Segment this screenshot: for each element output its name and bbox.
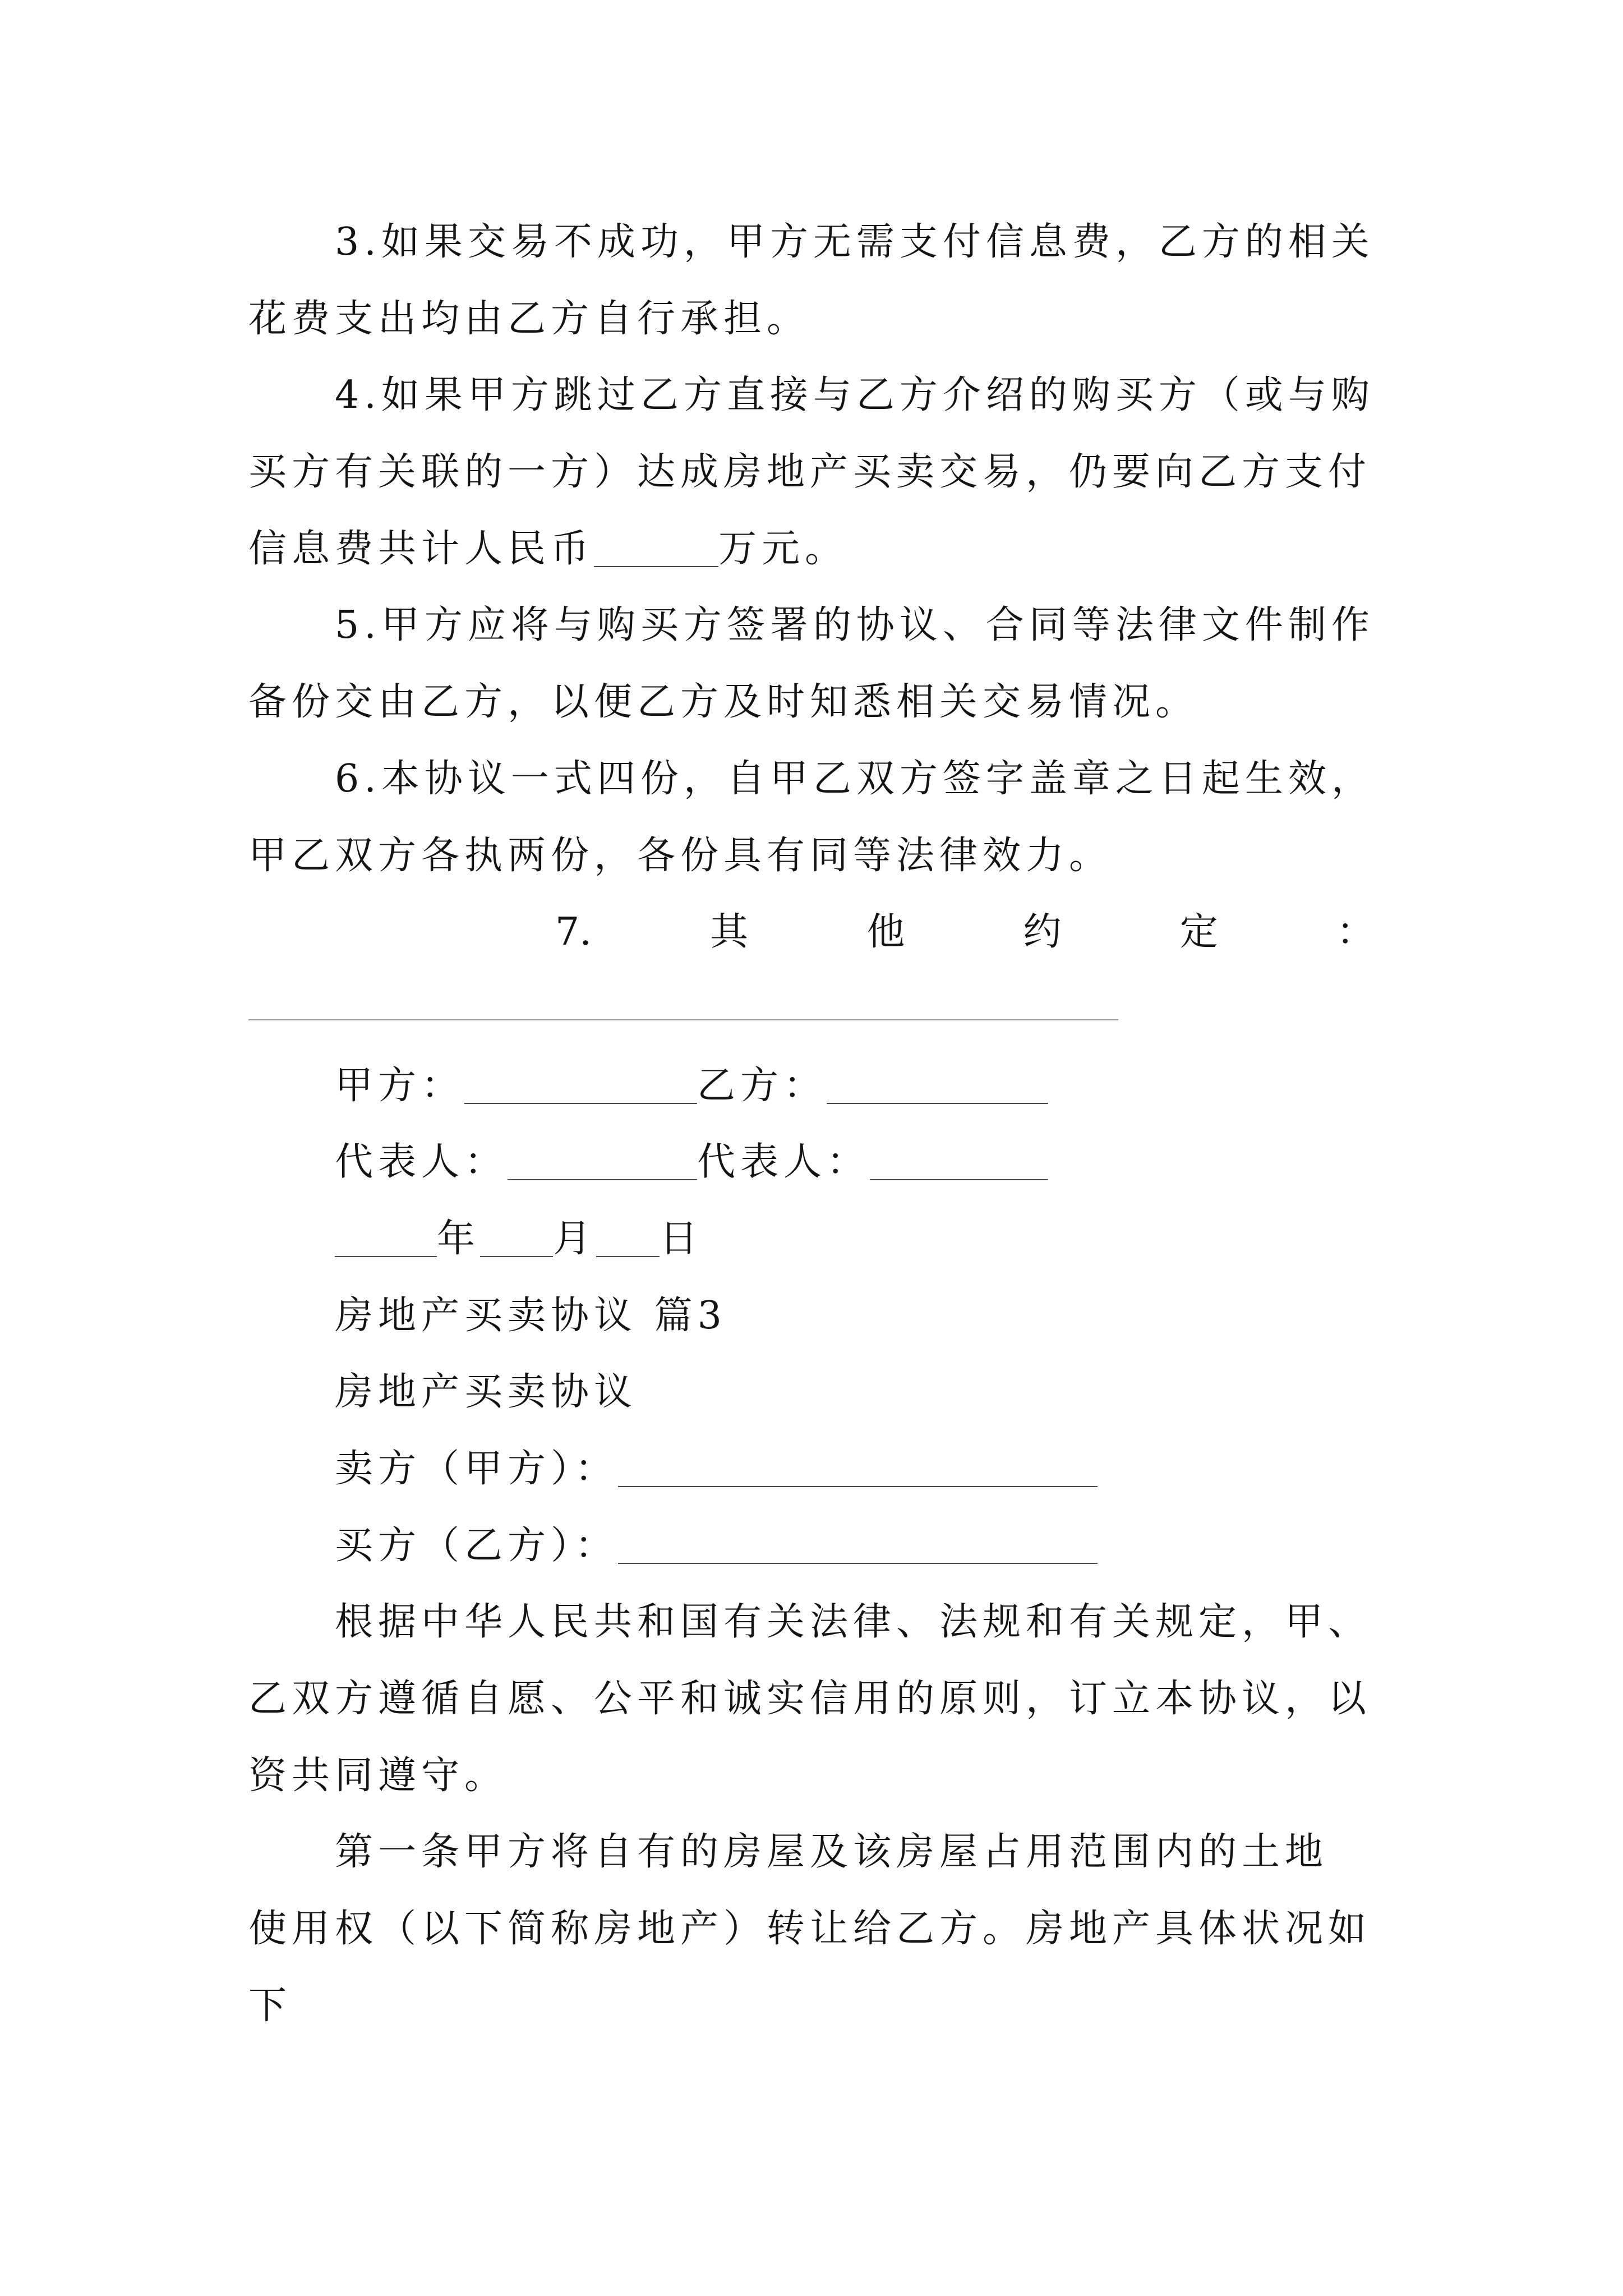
seller-label: 卖方（甲方）： bbox=[335, 1447, 619, 1491]
clause-7-colon: ： bbox=[1336, 910, 1375, 955]
clause-7-char: 他 bbox=[866, 910, 905, 955]
buyer-blank bbox=[618, 1563, 1098, 1564]
party-b-label: 乙方： bbox=[697, 1063, 827, 1108]
agreement-3-title: 房地产买卖协议 bbox=[335, 1370, 638, 1415]
month-label: 月 bbox=[553, 1216, 597, 1261]
year-label: 年 bbox=[437, 1216, 481, 1261]
article-1-line-2: 使用权（以下简称房地产）转让给乙方。房地产具体状况如 bbox=[248, 1907, 1372, 1952]
clause-7-char: 定 bbox=[1179, 910, 1218, 955]
day-blank bbox=[596, 1256, 660, 1257]
buyer-label: 买方（乙方）： bbox=[335, 1523, 619, 1568]
clause-7-char: 其 bbox=[710, 910, 749, 955]
preamble-line-3: 资共同遵守。 bbox=[248, 1753, 508, 1798]
clause-6-line-1: 6.本协议一式四份，自甲乙双方签字盖章之日起生效， bbox=[335, 756, 1375, 801]
fee-text-before: 信息费共计人民币 bbox=[248, 526, 594, 571]
fee-amount-blank bbox=[594, 566, 718, 567]
other-terms-row bbox=[248, 971, 1375, 1048]
seller-line bbox=[248, 1431, 1375, 1508]
clause-6-line-2: 甲乙双方各执两份，各份具有同等法律效力。 bbox=[248, 833, 1113, 878]
day-label: 日 bbox=[660, 1216, 703, 1261]
seller-blank bbox=[618, 1486, 1098, 1487]
clause-4-line-3 bbox=[248, 511, 1375, 588]
clause-5-line-2: 备份交由乙方，以便乙方及时知悉相关交易情况。 bbox=[248, 680, 1199, 725]
clause-3-line-2: 花费支出均由乙方自行承担。 bbox=[248, 296, 810, 341]
party-b-blank bbox=[827, 1103, 1048, 1104]
year-blank bbox=[335, 1256, 437, 1257]
signing-date-line bbox=[248, 1201, 1375, 1278]
clause-5-line-1: 5.甲方应将与购买方签署的协议、合同等法律文件制作 bbox=[335, 603, 1375, 648]
month-blank bbox=[480, 1256, 553, 1257]
rep-b-blank bbox=[870, 1179, 1048, 1180]
party-a-label: 甲方： bbox=[335, 1063, 465, 1108]
representative-signature-line bbox=[248, 1124, 1375, 1201]
document-body bbox=[248, 204, 1375, 2045]
clause-7-heading bbox=[555, 894, 1375, 971]
party-signature-line bbox=[248, 1048, 1375, 1125]
preamble-line-1: 根据中华人民共和国有关法律、法规和有关规定，甲、 bbox=[335, 1600, 1372, 1645]
fee-text-after: 万元。 bbox=[718, 526, 849, 571]
clause-7-number: 7. bbox=[555, 910, 592, 955]
agreement-3-heading: 房地产买卖协议 篇3 bbox=[335, 1293, 727, 1338]
rep-b-label: 代表人： bbox=[697, 1140, 870, 1185]
clause-4-line-1: 4.如果甲方跳过乙方直接与乙方介绍的购买方（或与购 bbox=[335, 373, 1375, 418]
preamble-line-2: 乙双方遵循自愿、公平和诚实信用的原则，订立本协议，以 bbox=[248, 1677, 1372, 1722]
article-1-line-3: 下 bbox=[248, 1983, 292, 2028]
rep-a-blank bbox=[508, 1179, 697, 1180]
clause-3-line-1: 3.如果交易不成功，甲方无需支付信息费，乙方的相关 bbox=[335, 220, 1375, 264]
buyer-line bbox=[248, 1508, 1375, 1585]
clause-7-char: 约 bbox=[1023, 910, 1062, 955]
clause-4-line-2: 买方有关联的一方）达成房地产买卖交易，仍要向乙方支付 bbox=[248, 450, 1372, 495]
party-a-blank bbox=[464, 1103, 697, 1104]
article-1-line-1: 第一条甲方将自有的房屋及该房屋占用范围内的土地 bbox=[335, 1830, 1329, 1875]
rep-a-label: 代表人： bbox=[335, 1140, 508, 1185]
other-terms-blank-line bbox=[248, 1019, 1118, 1020]
